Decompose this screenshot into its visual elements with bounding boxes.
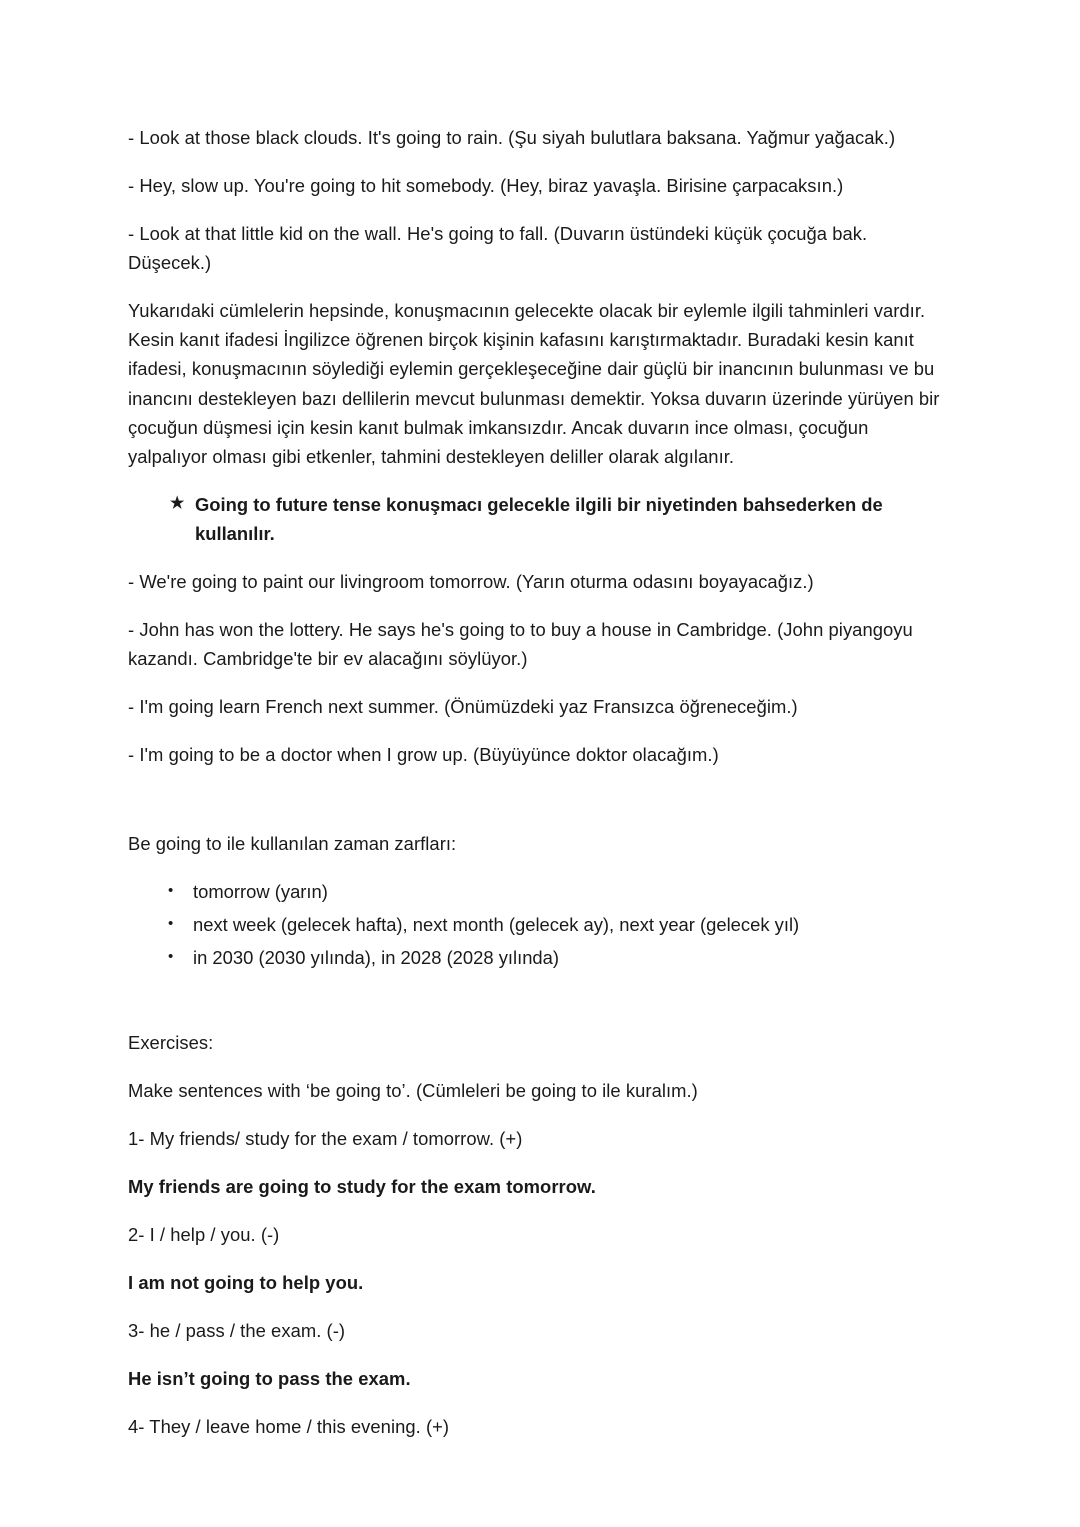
paragraph-spacer (128, 987, 950, 1028)
dot-bullet-icon: • (168, 882, 174, 900)
star-bullet-block (128, 490, 950, 548)
exercise-answer: He isn’t going to pass the exam. (128, 1368, 411, 1390)
exercise-prompt: 4- They / leave home / this evening. (+) (128, 1416, 450, 1438)
exercise-prompt: 2- I / help / you. (-) (128, 1224, 280, 1246)
example-sentence: - Look at that little kid on the wall. He's going to fall. (Duvarın üstündeki küçük çocuğa bak. Düşecek.) (128, 223, 868, 274)
list-item (128, 910, 950, 940)
example-sentence: - John has won the lottery. He says he's going to to buy a house in Cambridge. (John piyangoyu kazandı. Cambridge'te bir ev alacağını söylüyor.) (128, 619, 913, 670)
dot-bullet-icon: • (168, 915, 174, 933)
adverbs-heading: Be going to ile kullanılan zaman zarfları: (128, 833, 457, 855)
example-sentence: - Hey, slow up. You're going to hit somebody. (Hey, biraz yavaşla. Birisine çarpacaksın.) (128, 175, 844, 197)
exercises-heading: Exercises: (128, 1031, 214, 1053)
dot-bullet-icon: • (168, 948, 174, 966)
list-item (128, 943, 950, 973)
example-sentence: - I'm going learn French next summer. (Önümüzdeki yaz Fransızca öğreneceğim.) (128, 696, 798, 718)
adverbs-list (128, 877, 950, 972)
paragraph-spacer (128, 788, 950, 829)
exercises-instruction: Make sentences with ‘be going to’. (Cümleleri be going to ile kuralım.) (128, 1079, 698, 1101)
star-bullet-icon: ★ (170, 494, 185, 512)
star-bullet-label: Going to future tense konuşmacı gelecekle ilgili bir niyetinden bahsederken de kullanılır. (195, 493, 883, 544)
list-item-label: in 2030 (2030 yılında), in 2028 (2028 yılında) (193, 947, 560, 969)
list-item (128, 877, 950, 907)
exercise-prompt: 1- My friends/ study for the exam / tomorrow. (+) (128, 1128, 523, 1149)
example-sentence: - Look at those black clouds. It's going to rain. (Şu siyah bulutlara baksana. Yağmur yağacak.) (128, 127, 896, 148)
document-body (128, 123, 950, 1442)
star-bullet-item (170, 490, 950, 548)
list-item-label: tomorrow (yarın) (193, 881, 328, 903)
exercise-answer: I am not going to help you. (128, 1272, 364, 1294)
exercise-prompt: 3- he / pass / the exam. (-) (128, 1320, 346, 1342)
exercise-answer: My friends are going to study for the exam tomorrow. (128, 1176, 596, 1198)
explanation-paragraph: Yukarıdaki cümlelerin hepsinde, konuşmacının gelecekte olacak bir eylemle ilgili tahminleri vardır. Kesin kanıt ifadesi İngilizce öğrenen birçok kişinin kafasını karıştırmaktadır. Buradaki kesin kanıt ifadesi, konuşmacının söylediği eylemin gerçekleşeceğine dair güçlü bir inancının bulunması ve bu inancını destekleyen bazı dellilerin mevcut bulunması demektir. Yoksa duvarın üzerinde yürüyen bir çocuğun düşmesi için kesin kanıt bulmak imkansızdır. Ancak duvarın ince olması, çocuğun yalpalıyor olması gibi etkenler, tahmini destekleyen deliller olarak algılanır. (128, 300, 940, 467)
list-item-label: next week (gelecek hafta), next month (gelecek ay), next year (gelecek yıl) (193, 914, 800, 936)
example-sentence: - I'm going to be a doctor when I grow up. (Büyüyünce doktor olacağım.) (128, 744, 719, 766)
example-sentence: - We're going to paint our livingroom tomorrow. (Yarın oturma odasını boyayacağız.) (128, 570, 814, 592)
